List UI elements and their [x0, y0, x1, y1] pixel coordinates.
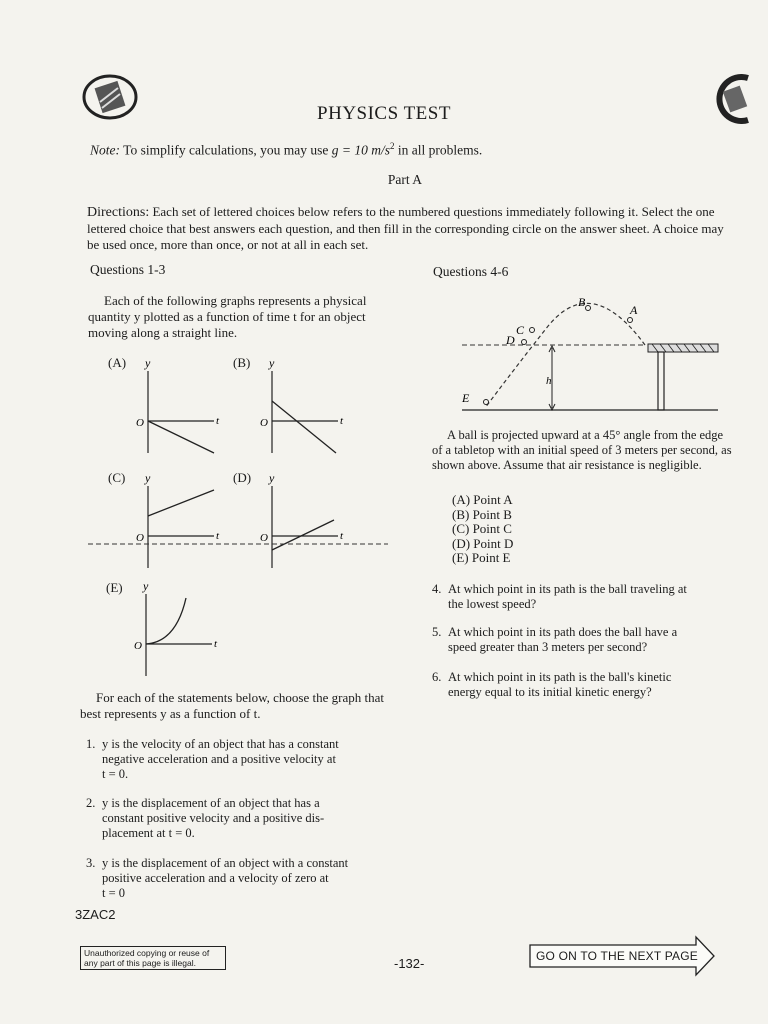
graph-e-t: t — [214, 638, 218, 650]
question-5-number: 5. — [432, 625, 442, 639]
point-e — [484, 400, 489, 405]
next-page-label: GO ON TO THE NEXT PAGE — [536, 949, 698, 963]
note-text: To simplify calculations, you may use — [123, 142, 329, 158]
note-label: Note: — [90, 142, 120, 158]
graph-b-label: (B) — [233, 355, 251, 370]
graph-d-t: t — [340, 530, 344, 542]
projectile-description: A ball is projected upward at a 45° angle from the edge of a tabletop with an initial speed of 3 meters per second, as shown above. Assume that air resistance is negligible. — [432, 428, 732, 472]
graph-b-t: t — [340, 415, 344, 427]
question-6-line-2: energy equal to its initial kinetic energy? — [448, 685, 652, 699]
point-d — [522, 340, 527, 345]
graph-a-y: y — [145, 356, 151, 370]
question-5-line-1: At which point in its path does the ball have a — [448, 625, 678, 639]
question-3-line-3: t = 0 — [102, 886, 126, 900]
graph-a-label: (A) — [108, 355, 127, 370]
page-number: -132- — [394, 956, 425, 971]
directions — [87, 204, 737, 253]
part-heading: Part A — [387, 172, 423, 187]
graph-a — [130, 355, 230, 455]
graph-e-y: y — [143, 579, 149, 593]
graph-c-origin: O — [136, 532, 144, 544]
option-a: (A) Point A — [452, 492, 513, 507]
point-b-label: B — [578, 295, 586, 309]
option-d: (D) Point D — [452, 535, 514, 551]
option-b: (B) Point B — [452, 506, 512, 522]
point-c-label: C — [516, 323, 525, 337]
graph-b-origin: O — [260, 417, 268, 429]
form-code: 3ZAC2 — [75, 907, 116, 922]
directions-text: Each set of lettered choices below refers to the numbered questions immediately following it. Select the one lettered choice that best answers each question, and then fill in the corresponding circle on the answer sheet. A choice may be used once, more than once, or not at all in each set. — [87, 204, 724, 252]
note-suffix: in all problems. — [397, 142, 483, 158]
projectile-diagram — [460, 290, 725, 418]
note-formula: g = 10 m/s — [331, 142, 391, 158]
graph-c — [130, 470, 230, 570]
question-1-line-1: y is the velocity of an object that has a constant — [102, 737, 339, 751]
question-5-line-2: speed greater than 3 meters per second? — [448, 640, 648, 654]
question-3-line-2: positive acceleration and a velocity of zero at — [102, 871, 329, 885]
point-c — [530, 328, 535, 333]
question-6-number: 6. — [432, 670, 442, 684]
point-b — [586, 306, 591, 311]
question-4-line-1: At which point in its path is the ball traveling at — [448, 582, 687, 596]
graph-a-line — [148, 421, 214, 453]
question-1-number: 1. — [86, 737, 96, 751]
question-4-number: 4. — [432, 582, 442, 596]
question-5 — [432, 625, 732, 659]
option-c: (C) Point C — [452, 521, 512, 536]
question-1-line-3: t = 0. — [102, 767, 129, 781]
statement-intro: For each of the statements below, choose the graph that best represents y as a function of t. — [80, 690, 384, 721]
question-2-number: 2. — [86, 796, 96, 810]
questions-4-6-heading: Questions 4-6 — [433, 264, 509, 279]
note-exponent: 2 — [390, 141, 395, 151]
questions-1-3-heading: Questions 1-3 — [90, 262, 166, 277]
graph-c-label: (C) — [108, 470, 126, 485]
answer-options — [452, 493, 513, 566]
graph-separator — [88, 542, 388, 546]
question-6-line-1: At which point in its path is the ball's kinetic — [448, 670, 672, 684]
question-2-line-1: y is the displacement of an object that has a — [102, 796, 320, 810]
graph-b-line — [272, 401, 336, 453]
question-2 — [86, 796, 406, 844]
question-2-line-2: constant positive velocity and a positive dis- — [102, 811, 325, 825]
graph-e — [128, 578, 228, 678]
question-2-line-3: placement at t = 0. — [102, 826, 195, 840]
directions-label: Directions: — [87, 205, 150, 220]
question-4-line-2: the lowest speed? — [448, 597, 537, 611]
graph-c-line — [148, 490, 214, 516]
question-6 — [432, 670, 732, 704]
graph-c-t: t — [216, 530, 220, 542]
question-1 — [86, 737, 406, 785]
question-1-line-2: negative acceleration and a positive velocity at — [102, 752, 336, 766]
graph-e-curve — [146, 598, 186, 644]
ball-trajectory — [485, 303, 645, 408]
graph-b-y: y — [269, 356, 275, 370]
graph-a-t: t — [216, 415, 220, 427]
option-e: (E) Point E — [452, 550, 511, 565]
height-label: h — [546, 375, 552, 387]
point-a-label: A — [630, 303, 638, 317]
copyright-line-2: any part of this page is illegal. — [84, 958, 196, 968]
graph-d — [254, 470, 354, 570]
question-3 — [86, 856, 406, 904]
point-a — [628, 318, 633, 323]
copyright-warning — [80, 946, 226, 970]
calculation-note — [90, 141, 482, 159]
graph-a-origin: O — [136, 417, 144, 429]
point-e-label: E — [462, 391, 470, 405]
question-3-number: 3. — [86, 856, 96, 870]
graphs-intro: Each of the following graphs represents a physical quantity y plotted as a function of time t for an object moving along a straight line. — [88, 293, 367, 340]
question-3-line-1: y is the displacement of an object with a constant — [102, 856, 349, 870]
page-title: PHYSICS TEST — [317, 103, 451, 124]
copyright-line-1: Unauthorized copying or reuse of — [84, 948, 210, 958]
graph-d-origin: O — [260, 532, 268, 544]
graph-c-y: y — [145, 471, 151, 485]
question-4 — [432, 582, 732, 616]
graph-d-y: y — [269, 471, 275, 485]
graph-e-label: (E) — [106, 580, 123, 595]
graph-b — [254, 355, 354, 455]
point-d-label: D — [506, 333, 515, 347]
graph-e-origin: O — [134, 640, 142, 652]
graph-d-label: (D) — [233, 470, 252, 485]
